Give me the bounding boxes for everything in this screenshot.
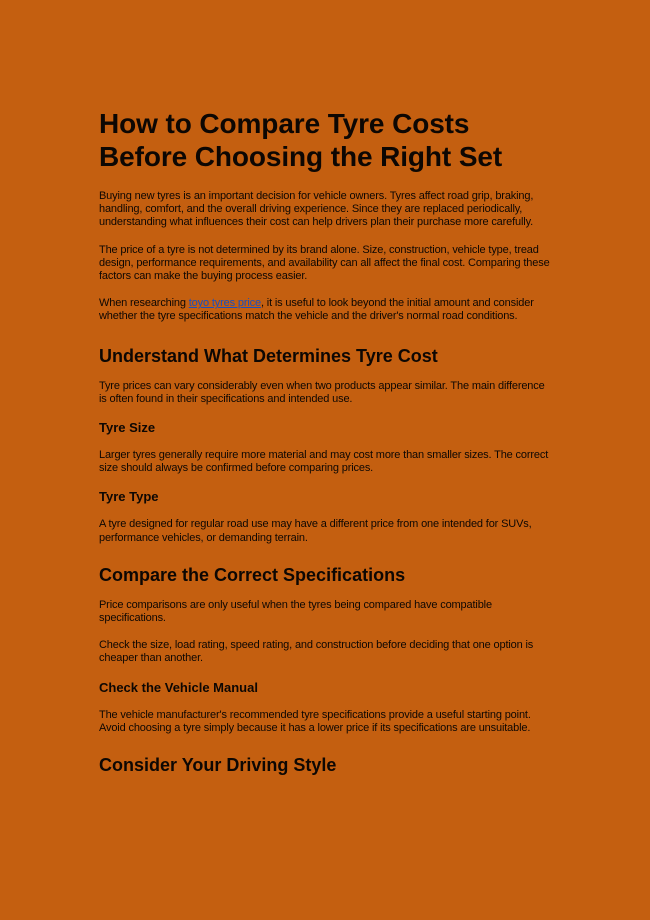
specifications-paragraph-2: Check the size, load rating, speed rating, and construction before deciding that one option is cheaper than another. — [99, 639, 534, 665]
section-heading-specifications: Compare the Correct Specifications — [99, 564, 406, 585]
subheading-vehicle-manual: Check the Vehicle Manual — [99, 679, 258, 695]
section-heading-cost: Understand What Determines Tyre Cost — [99, 345, 438, 366]
specifications-paragraph-1: Price comparisons are only useful when the tyres being compared have compatible specifications. — [99, 598, 492, 625]
subheading-tyre-size: Tyre Size — [99, 420, 156, 436]
toyo-tyres-price-link[interactable]: toyo tyres price — [188, 297, 261, 310]
section-heading-driving-style: Consider Your Driving Style — [99, 755, 337, 776]
section-cost-paragraph: Tyre prices can vary considerably even when two products appear similar. The main difference is often found in their specifications and intended use. — [99, 379, 545, 405]
article-title: How to Compare Tyre Costs Before Choosing the Right Set — [99, 108, 503, 172]
intro-paragraph-1: Buying new tyres is an important decision for vehicle owners. Tyres affect road grip, braking, handling, comfort, and the overall driving experience. Since they are replaced periodically, understanding what influences their cost can help drivers plan their purchase more carefully. — [99, 190, 534, 229]
research-paragraph — [99, 297, 554, 323]
subheading-tyre-type: Tyre Type — [99, 489, 159, 505]
intro-paragraph-2: The price of a tyre is not determined by its brand alone. Size, construction, vehicle type, tread design, performance requirements, and availability can all affect the final cost. Comparing these factors can make the buying process easier. — [99, 243, 550, 283]
research-text-before: When researching — [99, 297, 189, 310]
research-text-after: , it is useful to look beyond the initial amount and consider whether the tyre specifications match the vehicle and the driver's normal road conditions. — [99, 297, 534, 323]
vehicle-manual-paragraph: The vehicle manufacturer's recommended tyre specifications provide a useful starting point. Avoid choosing a tyre simply because it has a lower price if its specifications are unsuitable. — [99, 708, 531, 734]
tyre-type-paragraph: A tyre designed for regular road use may have a different price from one intended for SUVs, performance vehicles, or demanding terrain. — [99, 518, 532, 544]
tyre-size-paragraph: Larger tyres generally require more material and may cost more than smaller sizes. The correct size should always be confirmed before comparing prices. — [99, 449, 549, 475]
